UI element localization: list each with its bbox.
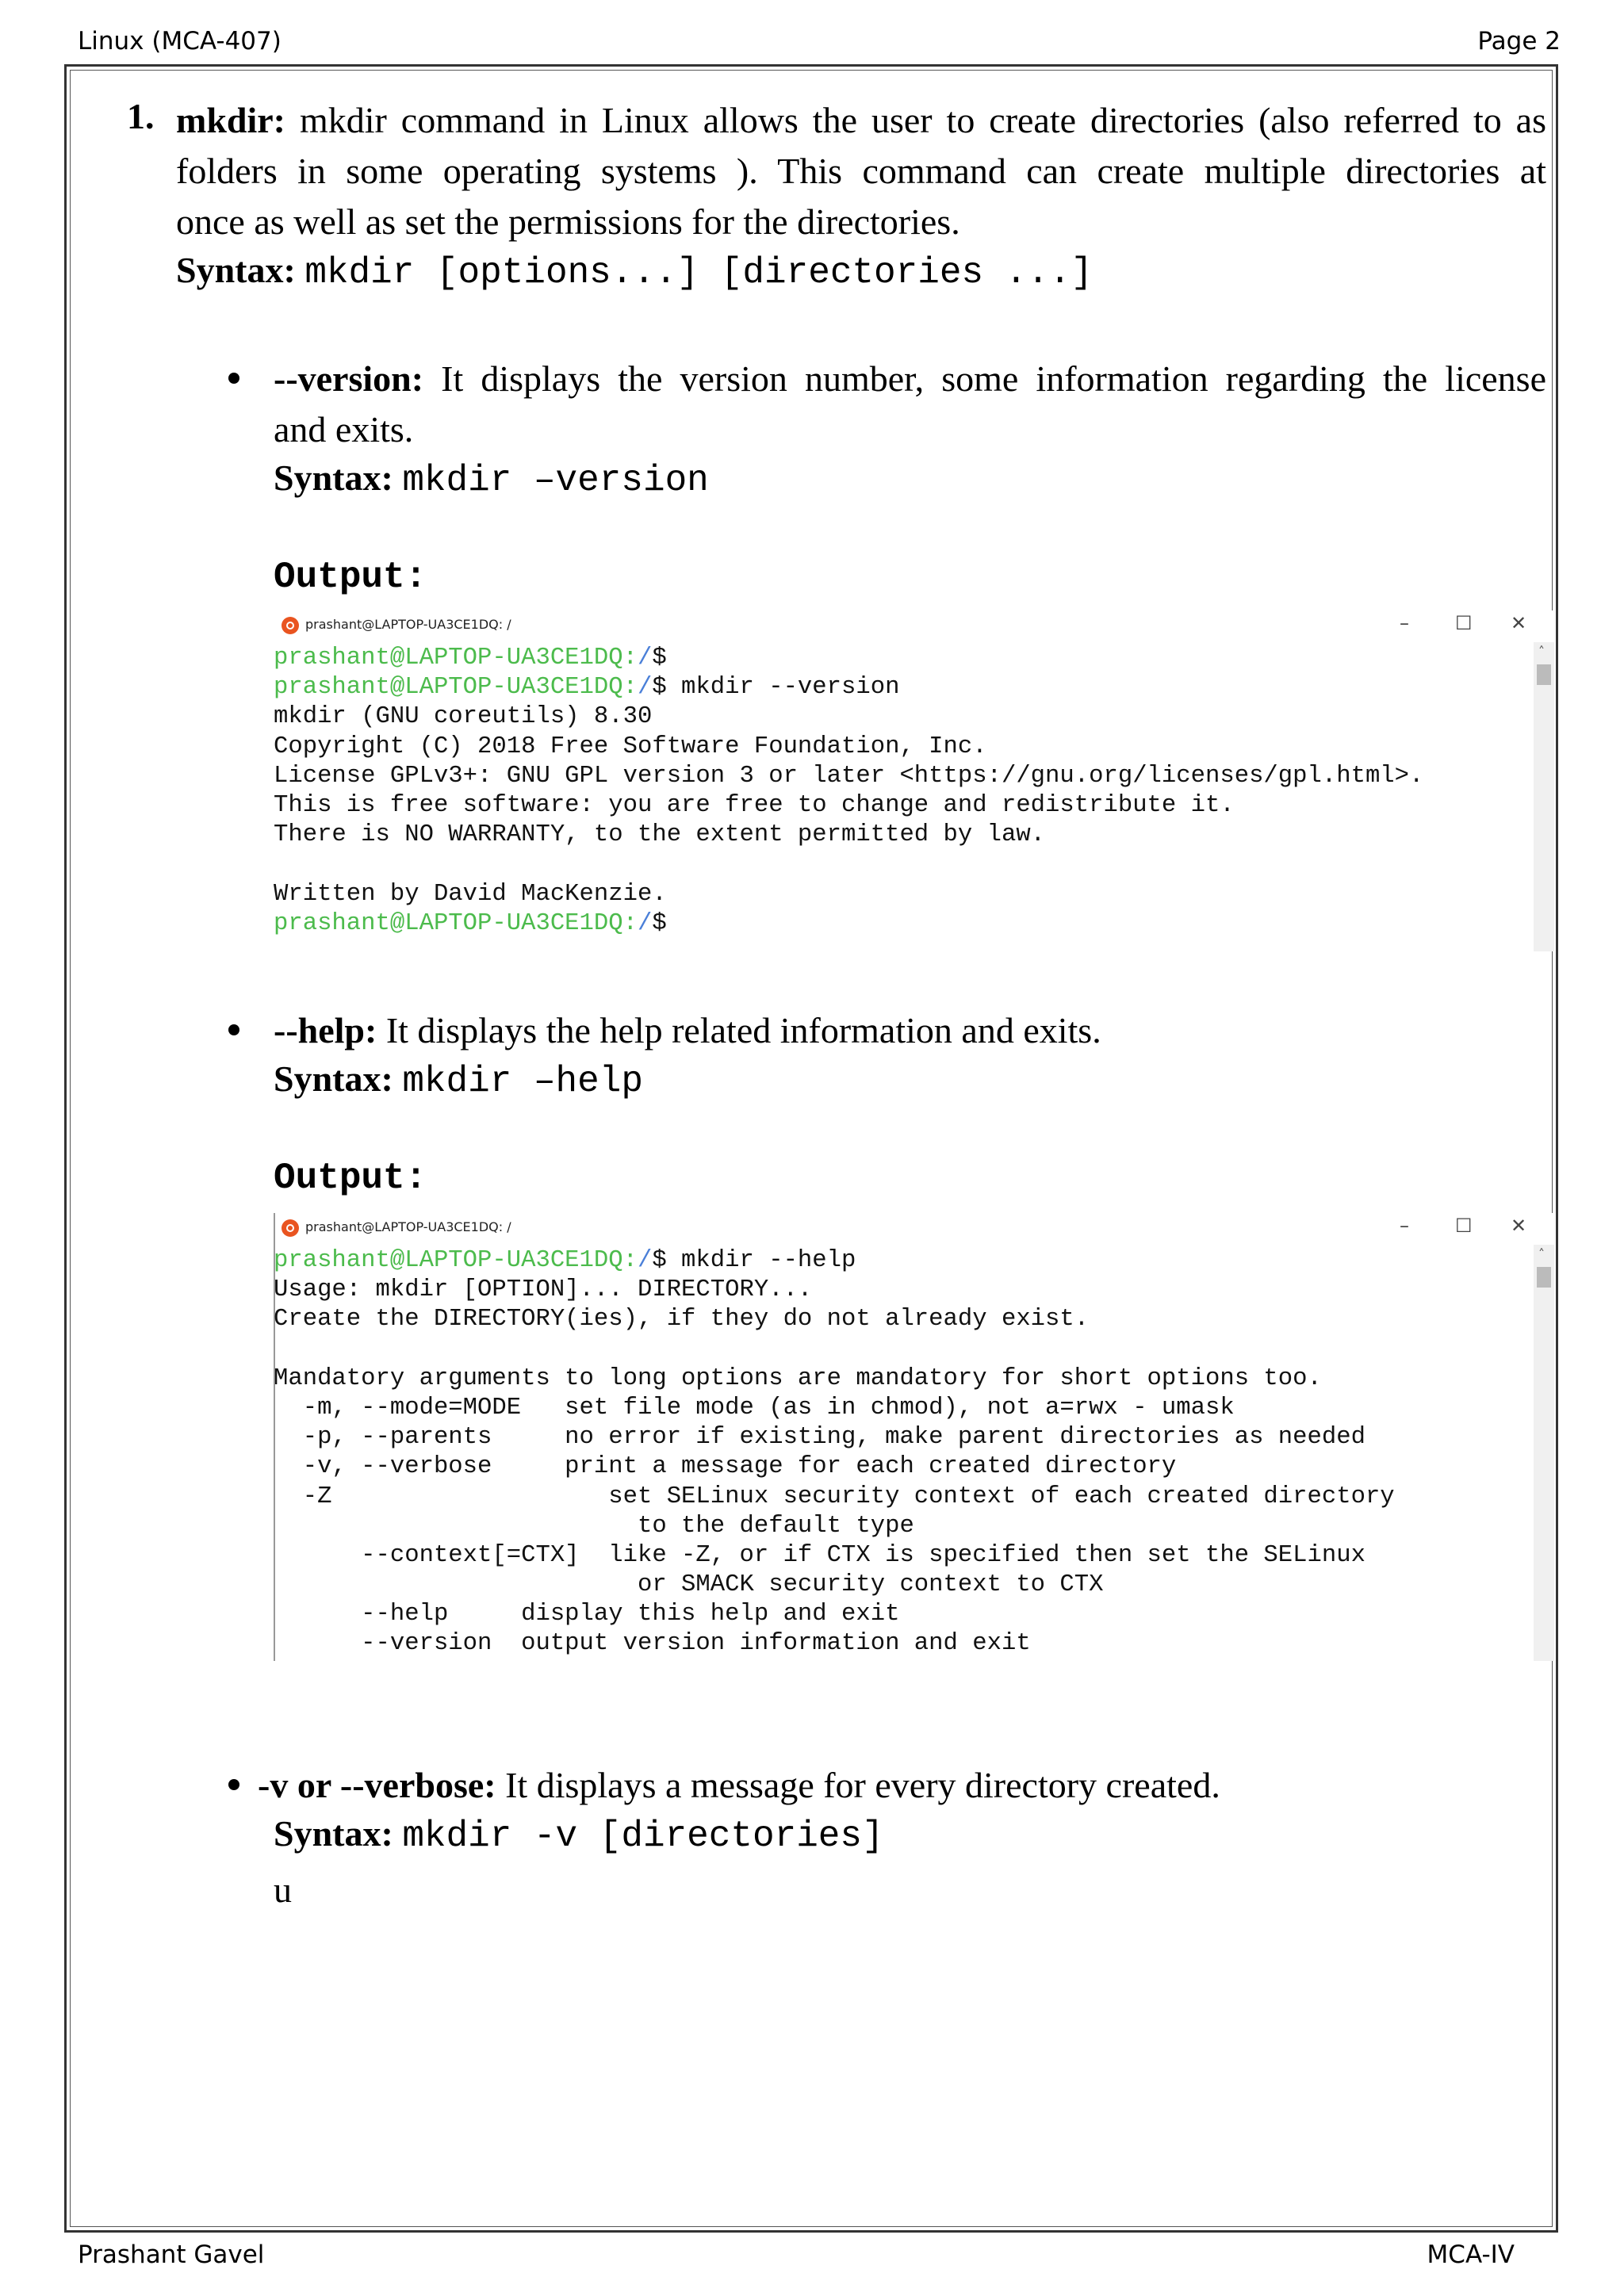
shell-command: $ mkdir --help: [652, 1247, 856, 1274]
section-line-2: folders in some operating systems ). This command can create multiple directories at: [176, 151, 1546, 191]
scroll-up-icon[interactable]: ˄: [1538, 1246, 1545, 1261]
terminal-line: to the default type: [274, 1512, 914, 1540]
shell-command: $: [652, 909, 667, 937]
section-line-1: mkdir: mkdir command in Linux allows the user to create directories (also referred to as: [176, 100, 1546, 140]
terminal-line: [274, 909, 1423, 939]
terminal-line: [274, 1335, 1395, 1364]
close-button[interactable]: ✕: [1511, 1215, 1527, 1237]
option-help-syntax: Syntax: mkdir –help: [274, 1058, 643, 1102]
shell-prompt: prashant@LAPTOP-UA3CE1DQ:: [274, 674, 638, 702]
shell-path: /: [637, 674, 653, 702]
header-right: Page 2: [1477, 27, 1561, 55]
section-syntax-code: mkdir [options...] [directories ...]: [304, 252, 1094, 293]
section-syntax: Syntax: mkdir [options...] [directories ...]: [176, 250, 1094, 293]
terminal-line: [274, 673, 1423, 702]
shell-prompt: prashant@LAPTOP-UA3CE1DQ:: [274, 1247, 638, 1274]
shell-prompt: prashant@LAPTOP-UA3CE1DQ:: [274, 645, 638, 672]
maximize-button[interactable]: ☐: [1455, 1215, 1473, 1237]
header-left: Linux (MCA-407): [78, 27, 282, 55]
terminal-line: Create the DIRECTORY(ies), if they do not already exist.: [274, 1306, 1090, 1334]
minimize-button[interactable]: –: [1400, 612, 1409, 634]
option-verbose-syntax: Syntax: mkdir -v [directories]: [274, 1813, 884, 1857]
terminal-line: -Z set SELinux security context of each created directory: [274, 1483, 1395, 1510]
option-version-output-label: Output:: [274, 557, 427, 598]
section-term: mkdir:: [176, 100, 285, 140]
terminal-line: --version output version information and exit: [274, 1630, 1031, 1658]
terminal-window-help: [274, 1213, 1554, 1661]
terminal-line: This is free software: you are free to change and redistribute it.: [274, 791, 1235, 819]
terminal-line: -p, --parents no error if existing, make parent directories as needed: [274, 1424, 1365, 1452]
terminal-titlebar: [274, 610, 1554, 641]
option-help-output-label: Output:: [274, 1158, 427, 1199]
option-verbose-extra: u: [274, 1869, 292, 1910]
shell-path: /: [637, 645, 653, 672]
scroll-thumb[interactable]: [1537, 1267, 1551, 1288]
terminal-line: [274, 850, 1423, 879]
terminal-title: prashant@LAPTOP-UA3CE1DQ: /: [305, 617, 511, 632]
close-button[interactable]: ✕: [1511, 612, 1527, 634]
terminal-output: [274, 644, 1423, 939]
terminal-title: prashant@LAPTOP-UA3CE1DQ: /: [305, 1219, 511, 1234]
shell-command: $ mkdir --version: [652, 674, 900, 702]
terminal-window-version: [274, 610, 1554, 951]
bullet-icon: [228, 1779, 239, 1790]
footer-right: MCA-IV: [1427, 2241, 1515, 2269]
ubuntu-icon: [282, 617, 299, 634]
footer-left: Prashant Gavel: [78, 2241, 265, 2269]
terminal-line: -v, --verbose print a message for each created directory: [274, 1453, 1177, 1481]
terminal-scrollbar[interactable]: [1534, 1245, 1554, 1661]
terminal-titlebar: [274, 1213, 1554, 1243]
section-line-3: once as well as set the permissions for the directories.: [176, 201, 960, 242]
terminal-line: There is NO WARRANTY, to the extent permitted by law.: [274, 821, 1046, 849]
bullet-icon: [228, 373, 239, 384]
scroll-up-icon[interactable]: ˄: [1538, 644, 1545, 659]
terminal-line: [274, 1246, 1395, 1276]
option-version-line-1: --version: It displays the version number, some information regarding the license: [274, 358, 1547, 399]
shell-path: /: [637, 909, 653, 937]
bullet-icon: [228, 1024, 239, 1035]
shell-path: /: [637, 1247, 653, 1274]
terminal-line: --context[=CTX] like -Z, or if CTX is specified then set the SELinux: [274, 1541, 1365, 1569]
terminal-line: Usage: mkdir [OPTION]... DIRECTORY...: [274, 1276, 813, 1304]
terminal-line: Mandatory arguments to long options are mandatory for short options too.: [274, 1364, 1322, 1392]
option-version-line-2: and exits.: [274, 409, 414, 450]
terminal-line: Copyright (C) 2018 Free Software Foundation, Inc.: [274, 733, 987, 760]
option-help-line-1: --help: It displays the help related information and exits.: [274, 1010, 1101, 1050]
terminal-line: [274, 644, 1423, 673]
scroll-thumb[interactable]: [1537, 664, 1551, 685]
option-version-syntax: Syntax: mkdir –version: [274, 457, 709, 501]
terminal-output: [274, 1246, 1395, 1659]
terminal-line: Written by David MacKenzie.: [274, 880, 667, 908]
terminal-scrollbar[interactable]: [1534, 642, 1554, 951]
section-number: 1.: [127, 96, 155, 136]
ubuntu-icon: [282, 1219, 299, 1237]
terminal-line: or SMACK security context to CTX: [274, 1571, 1104, 1599]
minimize-button[interactable]: –: [1400, 1215, 1409, 1237]
shell-prompt: prashant@LAPTOP-UA3CE1DQ:: [274, 909, 638, 937]
maximize-button[interactable]: ☐: [1455, 612, 1473, 634]
terminal-line: License GPLv3+: GNU GPL version 3 or later <https://gnu.org/licenses/gpl.html>.: [274, 762, 1424, 790]
shell-command: $: [652, 645, 667, 672]
terminal-line: mkdir (GNU coreutils) 8.30: [274, 703, 653, 731]
option-verbose-line-1: -v or --verbose: It displays a message for every directory created.: [258, 1765, 1220, 1805]
terminal-line: --help display this help and exit: [274, 1601, 900, 1628]
terminal-line: -m, --mode=MODE set file mode (as in chmod), not a=rwx - umask: [274, 1394, 1235, 1422]
